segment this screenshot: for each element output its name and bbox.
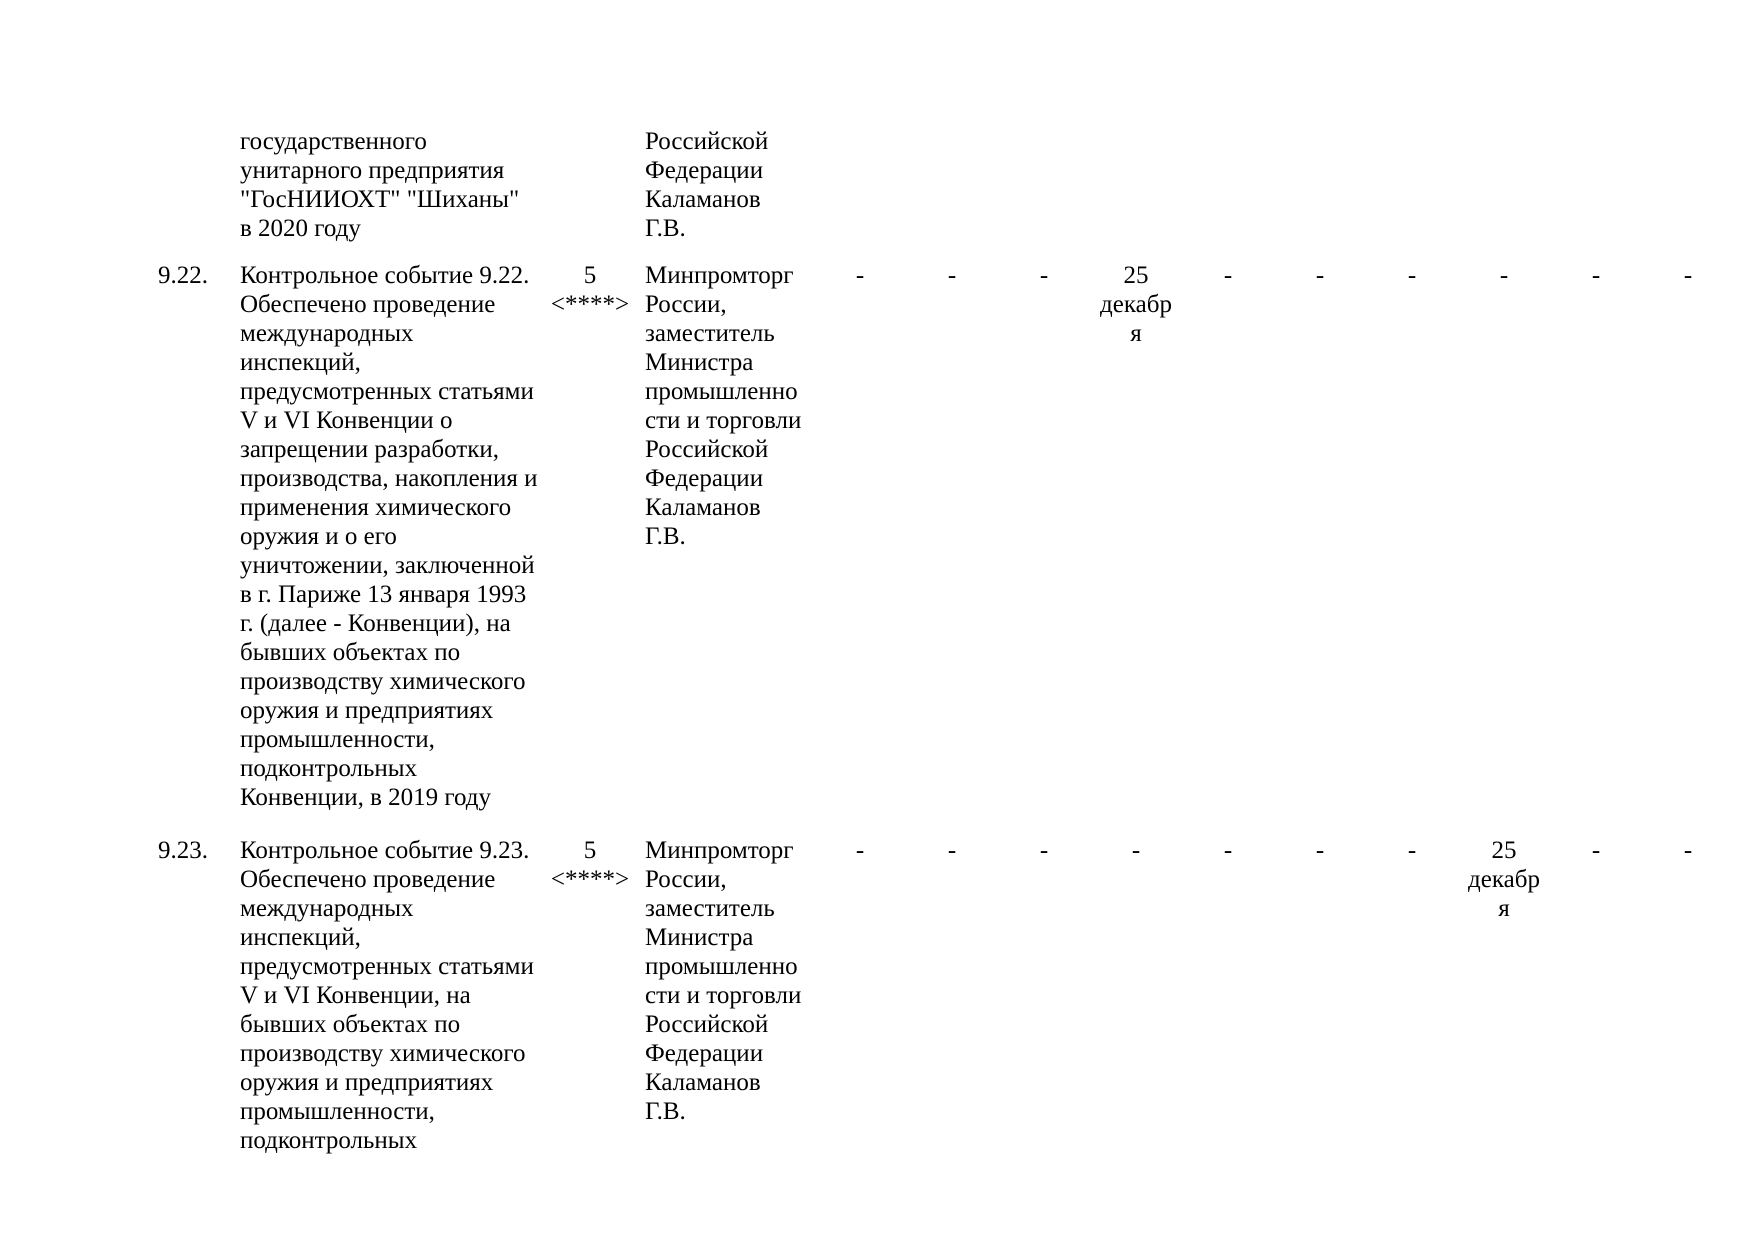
text-line: - <box>1407 837 1417 864</box>
text-line: Каламанов <box>645 186 761 213</box>
period-cell-9 <box>1550 836 1642 865</box>
text-line: - <box>1223 262 1233 289</box>
text-line: России, <box>645 866 727 893</box>
text-line: оружия и о его <box>240 523 397 550</box>
weight-value <box>548 261 632 319</box>
text-line: я <box>1498 895 1510 922</box>
weight-value <box>548 836 632 894</box>
text-line: производству химического <box>240 668 526 695</box>
text-line: - <box>1499 262 1509 289</box>
text-line: запрещении разработки, <box>240 436 500 463</box>
text-line: - <box>1315 262 1325 289</box>
text-line: декабр <box>1468 866 1540 893</box>
text-line: - <box>947 262 957 289</box>
text-line: "ГосНИИОХТ" "Шиханы" <box>240 186 520 213</box>
period-cell-5 <box>1182 261 1274 290</box>
text-line: - <box>1131 837 1141 864</box>
text-line: бывших объектах по <box>240 639 461 666</box>
text-line: Российской <box>645 128 769 155</box>
text-line: V и VI Конвенции, на <box>240 982 471 1009</box>
text-line: оружия и предприятиях <box>240 1069 494 1096</box>
period-cell-7 <box>1366 261 1458 290</box>
row-number: 9.23. <box>158 837 208 864</box>
text-line: Обеспечено проведение <box>240 291 496 318</box>
period-cell-4-date <box>1090 261 1182 348</box>
text-line: Министра <box>645 349 754 376</box>
text-line: производству химического <box>240 1040 526 1067</box>
responsible-executor <box>645 261 801 551</box>
text-line: Контрольное событие 9.22. <box>240 262 530 289</box>
text-line: я <box>1130 320 1142 347</box>
text-line: - <box>1591 262 1601 289</box>
text-line: V и VI Конвенции о <box>240 407 453 434</box>
period-cell-6 <box>1274 836 1366 865</box>
text-line: <****> <box>550 866 630 893</box>
text-line: - <box>1223 837 1233 864</box>
text-line: Обеспечено проведение <box>240 866 496 893</box>
text-line: применения химического <box>240 494 512 521</box>
text-line: - <box>1591 837 1601 864</box>
event-description <box>240 127 519 243</box>
text-line: сти и торговли <box>645 982 802 1009</box>
text-line: - <box>1315 837 1325 864</box>
text-line: оружия и предприятиях <box>240 697 494 724</box>
text-line: Федерации <box>645 157 764 184</box>
text-line: Федерации <box>645 465 764 492</box>
text-line: бывших объектах по <box>240 1011 461 1038</box>
text-line: промышленности, <box>240 726 435 753</box>
text-line: - <box>1039 837 1049 864</box>
period-cell-3 <box>998 836 1090 865</box>
text-line: Конвенции, в 2019 году <box>240 784 492 811</box>
period-cell-4 <box>1090 836 1182 865</box>
text-line: 25 <box>1491 837 1517 864</box>
responsible-executor <box>645 127 768 243</box>
event-description <box>240 836 534 1155</box>
period-cell-10 <box>1642 261 1734 290</box>
text-line: Министра <box>645 924 754 951</box>
text-line: подконтрольных <box>240 1127 418 1154</box>
text-line: - <box>947 837 957 864</box>
period-cell-3 <box>998 261 1090 290</box>
text-line: инспекций, <box>240 349 361 376</box>
text-line: - <box>1039 262 1049 289</box>
text-line: предусмотренных статьями <box>240 953 534 980</box>
text-line: сти и торговли <box>645 407 802 434</box>
period-cell-2 <box>906 261 998 290</box>
text-line: - <box>1683 837 1693 864</box>
text-line: инспекций, <box>240 924 361 951</box>
text-line: промышленности, <box>240 1098 435 1125</box>
period-cell-9 <box>1550 261 1642 290</box>
text-line: Российской <box>645 1011 769 1038</box>
text-line: государственного <box>240 128 427 155</box>
text-line: 5 <box>583 837 597 864</box>
period-cell-1 <box>814 261 906 290</box>
text-line: международных <box>240 895 414 922</box>
text-line: Каламанов <box>645 1069 761 1096</box>
text-line: Г.В. <box>645 215 686 242</box>
text-line: заместитель <box>645 895 775 922</box>
text-line: <****> <box>550 291 630 318</box>
period-cell-8 <box>1458 261 1550 290</box>
text-line: предусмотренных статьями <box>240 378 534 405</box>
period-cell-2 <box>906 836 998 865</box>
text-line: в 2020 году <box>240 215 361 242</box>
text-line: заместитель <box>645 320 775 347</box>
text-line: промышленно <box>645 953 798 980</box>
text-line: - <box>1683 262 1693 289</box>
text-line: подконтрольных <box>240 755 418 782</box>
period-cell-5 <box>1182 836 1274 865</box>
row-number: 9.22. <box>158 262 208 289</box>
text-line: Минпромторг <box>645 837 794 864</box>
text-line: Г.В. <box>645 1098 686 1125</box>
period-cell-1 <box>814 836 906 865</box>
period-cell-7 <box>1366 836 1458 865</box>
period-cell-10 <box>1642 836 1734 865</box>
responsible-executor <box>645 836 801 1126</box>
text-line: промышленно <box>645 378 798 405</box>
text-line: декабр <box>1100 291 1172 318</box>
text-line: Федерации <box>645 1040 764 1067</box>
text-line: - <box>855 262 865 289</box>
text-line: г. (далее - Конвенции), на <box>240 610 511 637</box>
text-line: международных <box>240 320 414 347</box>
text-line: Российской <box>645 436 769 463</box>
text-line: - <box>855 837 865 864</box>
text-line: уничтожении, заключенной <box>240 552 535 579</box>
event-description <box>240 261 538 812</box>
text-line: России, <box>645 291 727 318</box>
text-line: - <box>1407 262 1417 289</box>
period-cell-6 <box>1274 261 1366 290</box>
text-line: 5 <box>583 262 597 289</box>
text-line: Каламанов <box>645 494 761 521</box>
period-cell-8-date <box>1458 836 1550 923</box>
text-line: унитарного предприятия <box>240 157 505 184</box>
text-line: производства, накопления и <box>240 465 538 492</box>
text-line: Минпромторг <box>645 262 794 289</box>
text-line: 25 <box>1123 262 1149 289</box>
text-line: Контрольное событие 9.23. <box>240 837 530 864</box>
text-line: в г. Париже 13 января 1993 <box>240 581 527 608</box>
text-line: Г.В. <box>645 523 686 550</box>
